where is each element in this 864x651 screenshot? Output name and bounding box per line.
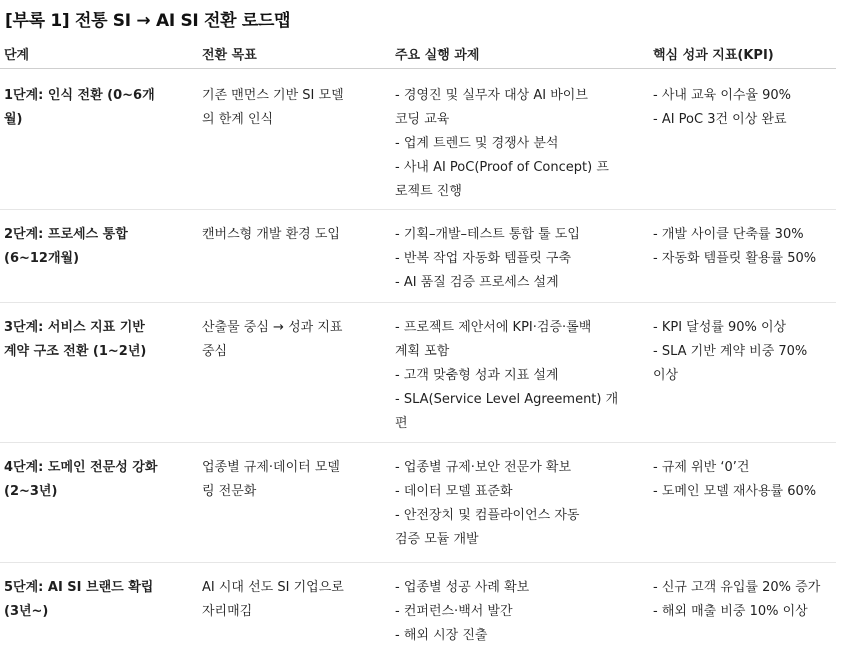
tasks-cell — [395, 84, 627, 204]
kpi-cell-line: - SLA 기반 계약 비중 70% — [653, 344, 808, 359]
goal-cell-line: 의 한계 인식 — [202, 112, 274, 127]
kpi-cell — [653, 223, 836, 271]
stage-cell — [4, 456, 172, 504]
goal-cell — [202, 84, 372, 132]
kpi-cell-line: - KPI 달성률 90% 이상 — [653, 320, 787, 335]
kpi-cell-line: - 규제 위반 ‘0’건 — [653, 460, 750, 475]
kpi-cell — [653, 316, 836, 388]
tasks-cell-line: - 경영진 및 실무자 대상 AI 바이브 — [395, 88, 588, 103]
goal-cell-line: 중심 — [202, 344, 228, 359]
stage-cell-line: 월) — [4, 112, 23, 127]
stage-cell — [4, 316, 172, 364]
goal-cell — [202, 223, 372, 247]
tasks-cell-line: - 업계 트렌드 및 경쟁사 분석 — [395, 136, 559, 151]
table-row — [0, 209, 836, 303]
goal-cell-line: 링 전문화 — [202, 484, 257, 499]
header-stage: 단계 — [4, 48, 30, 63]
tasks-cell-line: - 업종별 규제·보안 전문가 확보 — [395, 460, 572, 475]
stage-cell-line: 4단계: 도메인 전문성 강화 — [4, 460, 158, 475]
tasks-cell-line: 검증 모듈 개발 — [395, 532, 479, 547]
kpi-cell-line: - 신규 고객 유입률 20% 증가 — [653, 580, 821, 595]
goal-cell-line: 산출물 중심 → 성과 지표 — [202, 320, 343, 335]
tasks-cell-line: - SLA(Service Level Agreement) 개 — [395, 392, 619, 407]
kpi-cell-line: - 도메인 모델 재사용률 60% — [653, 484, 817, 499]
tasks-cell-line: - 고객 맞춤형 성과 지표 설계 — [395, 368, 559, 383]
kpi-cell-line: 이상 — [653, 368, 679, 383]
goal-cell — [202, 456, 372, 504]
goal-cell-line: 자리매김 — [202, 604, 253, 619]
kpi-cell-line: - 자동화 템플릿 활용률 50% — [653, 251, 817, 266]
tasks-cell-line: 코딩 교육 — [395, 112, 450, 127]
header-goal: 전환 목표 — [202, 48, 257, 63]
goal-cell — [202, 316, 372, 364]
tasks-cell-line: 계획 포함 — [395, 344, 450, 359]
header-kpi: 핵심 성과 지표(KPI) — [653, 48, 774, 63]
kpi-cell-line: - 해외 매출 비중 10% 이상 — [653, 604, 808, 619]
table-header — [0, 40, 836, 69]
tasks-cell — [395, 223, 627, 295]
kpi-cell — [653, 576, 836, 624]
goal-cell-line: 기존 맨먼스 기반 SI 모델 — [202, 88, 344, 103]
goal-cell-line: 캔버스형 개발 환경 도입 — [202, 227, 340, 242]
stage-cell-line: (3년~) — [4, 604, 49, 619]
stage-cell — [4, 223, 172, 271]
stage-cell-line: 5단계: AI SI 브랜드 확립 — [4, 580, 154, 595]
kpi-cell-line: - 사내 교육 이수율 90% — [653, 88, 792, 103]
table-row — [0, 302, 836, 443]
goal-cell — [202, 576, 372, 624]
tasks-cell-line: - 컨퍼런스·백서 발간 — [395, 604, 513, 619]
stage-cell-line: (6~12개월) — [4, 251, 80, 266]
document-title: [부록 1] 전통 SI → AI SI 전환 로드맵 — [5, 11, 291, 31]
tasks-cell — [395, 576, 627, 648]
tasks-cell — [395, 456, 627, 552]
kpi-cell — [653, 84, 836, 132]
table-row — [0, 442, 836, 563]
stage-cell-line: 2단계: 프로세스 통합 — [4, 227, 128, 242]
stage-cell — [4, 84, 172, 132]
stage-cell-line: 3단계: 서비스 지표 기반 — [4, 320, 145, 335]
table-row — [0, 70, 836, 210]
tasks-cell-line: - 안전장치 및 컴플라이언스 자동 — [395, 508, 580, 523]
goal-cell-line: 업종별 규제·데이터 모델 — [202, 460, 340, 475]
stage-cell-line: 계약 구조 전환 (1~2년) — [4, 344, 147, 359]
header-tasks: 주요 실행 과제 — [395, 48, 480, 63]
kpi-cell — [653, 456, 836, 504]
goal-cell-line: AI 시대 선도 SI 기업으로 — [202, 580, 344, 595]
tasks-cell-line: - 프로젝트 제안서에 KPI·검증·롤백 — [395, 320, 592, 335]
tasks-cell-line: 편 — [395, 416, 408, 431]
tasks-cell-line: 로젝트 진행 — [395, 184, 462, 199]
stage-cell-line: (2~3년) — [4, 484, 58, 499]
tasks-cell-line: - 반복 작업 자동화 템플릿 구축 — [395, 251, 572, 266]
tasks-cell-line: - 기획–개발–테스트 통합 툴 도입 — [395, 227, 580, 242]
tasks-cell-line: - AI 품질 검증 프로세스 설계 — [395, 275, 559, 290]
kpi-cell-line: - AI PoC 3건 이상 완료 — [653, 112, 787, 127]
stage-cell-line: 1단계: 인식 전환 (0~6개 — [4, 88, 155, 103]
tasks-cell-line: - 사내 AI PoC(Proof of Concept) 프 — [395, 160, 609, 175]
tasks-cell — [395, 316, 627, 436]
stage-cell — [4, 576, 172, 624]
table-row — [0, 562, 836, 651]
tasks-cell-line: - 업종별 성공 사례 확보 — [395, 580, 530, 595]
tasks-cell-line: - 해외 시장 진출 — [395, 628, 488, 643]
tasks-cell-line: - 데이터 모델 표준화 — [395, 484, 513, 499]
kpi-cell-line: - 개발 사이클 단축률 30% — [653, 227, 804, 242]
